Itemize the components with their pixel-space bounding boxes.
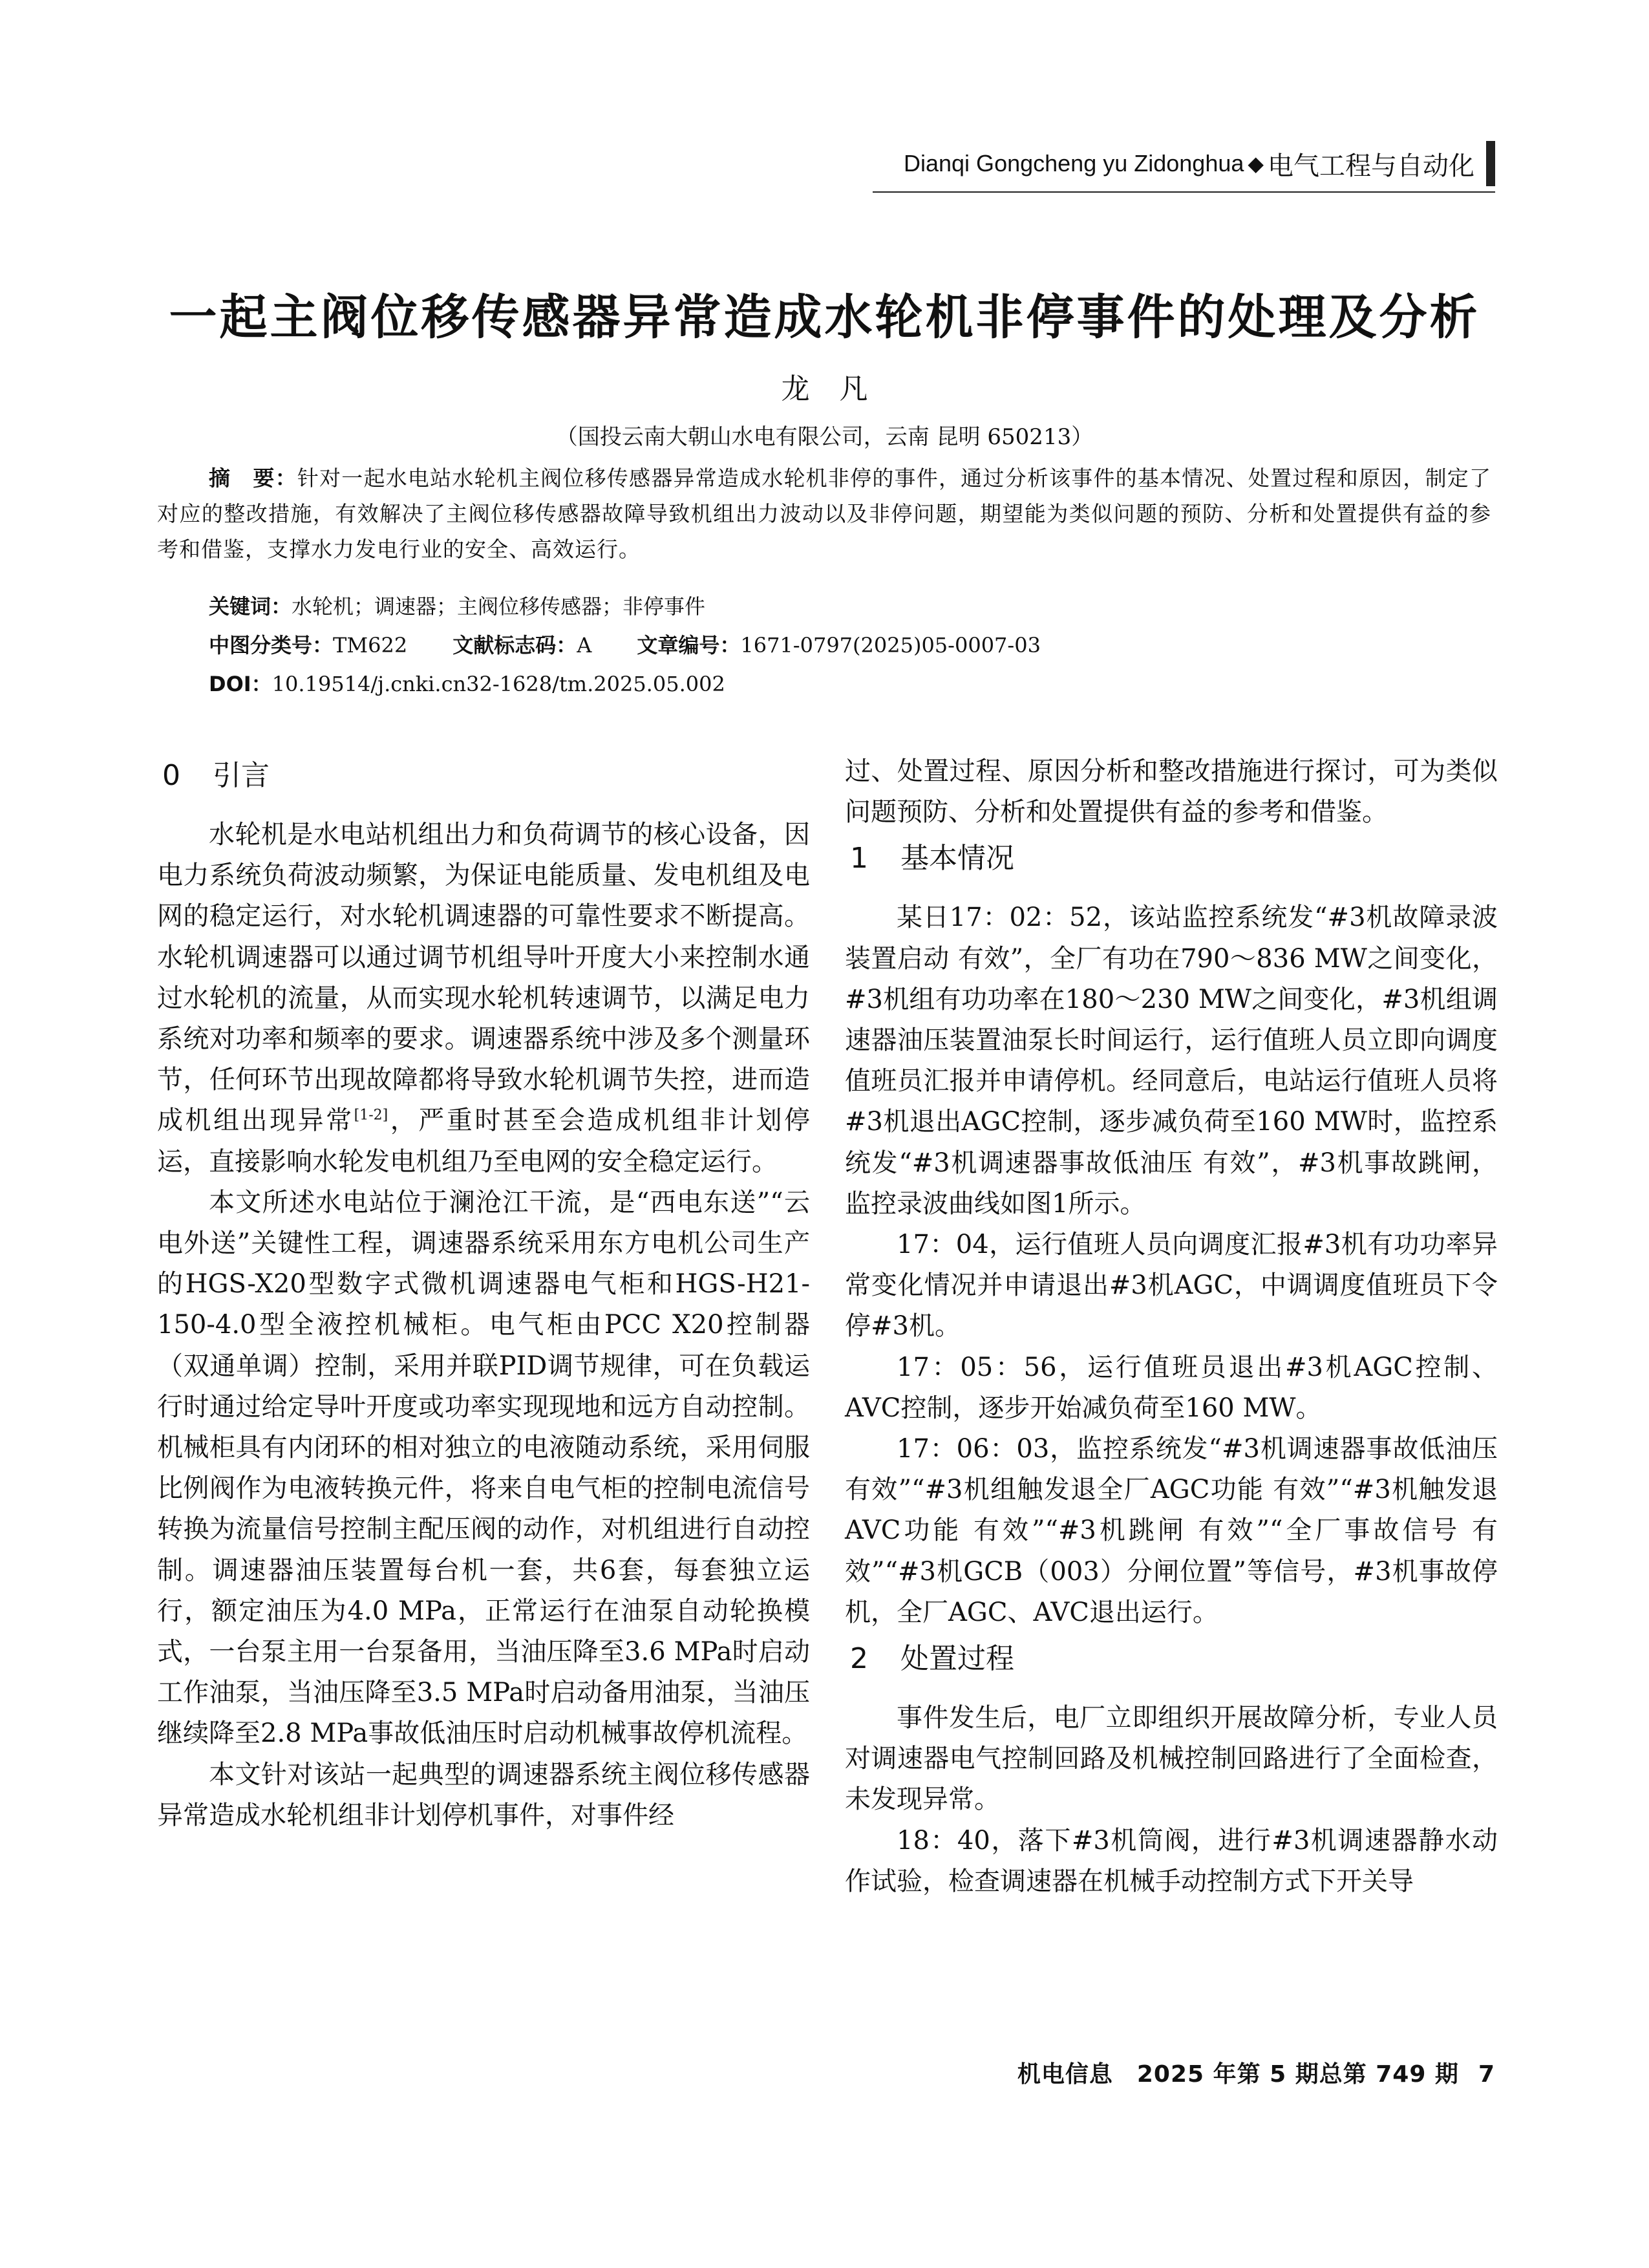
doc-code-value: A [577, 633, 592, 658]
clc-value: TM622 [333, 633, 408, 658]
paragraph-text: 水轮机是水电站机组出力和负荷调节的核心设备，因电力系统负荷波动频繁，为保证电能质量、发电机组及电网的稳定运行，对水轮机调速器的可靠性要求不断提高。水轮机调速器可以通过调节机组导叶开度大小来控制水通过水轮机的流量，从而实现水轮机转速调节，以满足电力系统对功率和频率的要求。调速器系统中涉及多个测量环节，任何环节出现故障都将导致水轮机调节失控，进而造成机组出现异常 [157, 820, 810, 1136]
abstract-text: 针对一起水电站水轮机主阀位移传感器异常造成水轮机非停的事件，通过分析该事件的基本情况、处置过程和原因，制定了对应的整改措施，有效解决了主阀位移传感器故障导致机组出力波动以及非停问题，期望能为类似问题的预防、分析和处置提供有益的参考和借鉴，支撑水力发电行业的安全、高效运行。 [157, 465, 1492, 562]
section-heading-basic [845, 839, 1498, 897]
article-number-value: 1671-0797(2025)05-0007-03 [740, 633, 1041, 658]
classification-line [209, 629, 1041, 659]
paragraph: 17：04，运行值班人员向调度汇报#3机有功功率异常变化情况并申请退出#3机AGC，中调调度值班员下令停#3机。 [845, 1230, 1498, 1342]
journal-name-en: Dianqi Gongcheng yu Zidonghua [904, 150, 1244, 177]
paragraph: 17：05：56，运行值班员退出#3机AGC控制、AVC控制，逐步开始减负荷至160 MW。 [845, 1352, 1498, 1423]
citation: [1-2] [354, 1107, 388, 1124]
article-number-label: 文章编号： [637, 633, 741, 658]
keywords-label: 关键词： [209, 594, 292, 619]
doi-value: 10.19514/j.cnki.cn32-1628/tm.2025.05.002 [271, 672, 725, 696]
right-column [845, 751, 1498, 1902]
doi-label: DOI： [209, 672, 272, 696]
paragraph [157, 815, 810, 1182]
left-column [157, 756, 810, 1836]
paragraph-text: ，严重时甚至会造成机组非计划停运，直接影响水轮发电机组乃至电网的安全稳定运行。 [157, 1106, 811, 1177]
paragraph: 本文针对该站一起典型的调速器系统主阀位移传感器异常造成水轮机组非计划停机事件，对事件经 [157, 1759, 810, 1830]
abstract [157, 460, 1491, 567]
section-number: 0 [162, 759, 180, 792]
abstract-label: 摘 要： [209, 465, 297, 491]
page-footer [1017, 2056, 1495, 2089]
doc-code-label: 文献标志码： [452, 633, 577, 658]
doi-line [209, 668, 725, 698]
paragraph: 17：06：03，监控系统发“#3机调速器事故低油压有效”“#3机组触发退全厂AGC功能 有效”“#3机触发退AVC功能 有效”“#3机跳闸 有效”“全厂事故信号 有效”“#3机GCB（003）分闸位置”等信号，#3机事故停机，全厂AGC、AVC退出运行。 [845, 1434, 1498, 1627]
page-number: 7 [1478, 2061, 1495, 2088]
diamond-icon: ◆ [1248, 152, 1264, 175]
section-number: 1 [850, 842, 868, 875]
header-rule [873, 191, 1495, 193]
section-number: 2 [850, 1642, 868, 1676]
section-title: 处置过程 [900, 1642, 1014, 1676]
clc-label: 中图分类号： [209, 633, 334, 658]
keywords-text: 水轮机；调速器；主阀位移传感器；非停事件 [292, 594, 706, 619]
article-title: 一起主阀位移传感器异常造成水轮机非停事件的处理及分析 [169, 290, 1480, 345]
section-title: 引言 [213, 759, 270, 792]
section-heading-intro [157, 756, 810, 815]
paragraph: 18：40，落下#3机筒阀，进行#3机调速器静水动作试验，检查调速器在机械手动控制方式下开关导 [845, 1825, 1498, 1896]
paragraph: 事件发生后，电厂立即组织开展故障分析，专业人员对调速器电气控制回路及机械控制回路进行了全面检查，未发现异常。 [845, 1703, 1498, 1815]
section-heading-handling [845, 1640, 1498, 1698]
affiliation: （国投云南大朝山水电有限公司，云南 昆明 650213） [555, 424, 1094, 450]
paragraph-continued: 过、处置过程、原因分析和整改措施进行探讨，可为类似问题预防、分析和处置提供有益的参考和借鉴。 [845, 756, 1498, 828]
paragraph: 某日17：02：52，该站监控系统发“#3机故障录波装置启动 有效”，全厂有功在790～836 MW之间变化，#3机组有功功率在180～230 MW之间变化，#3机组调速器油压装置油泵长时间运行，运行值班人员立即向调度值班员汇报并申请停机。经同意后，电站运行值班人员将#3机退出AGC控制，逐步减负荷至160 MW时，监控系统发“#3机调速器事故低油压 有效”，#3机事故跳闸，监控录波曲线如图1所示。 [845, 903, 1498, 1219]
journal-name-cn: 电气工程与自动化 [1268, 151, 1474, 180]
paragraph: 本文所述水电站位于澜沧江干流，是“西电东送”“云电外送”关键性工程，调速器系统采用东方电机公司生产的HGS-X20型数字式微机调速器电气柜和HGS-H21-150-4.0型全液控机械柜。电气柜由PCC X20控制器（双通单调）控制，采用并联PID调节规律，可在负载运行时通过给定导叶开度或功率实现现地和远方自动控制。机械柜具有内闭环的相对独立的电液随动系统，采用伺服比例阀作为电液转换元件，将来自电气柜的控制电流信号转换为流量信号控制主配压阀的动作，对机组进行自动控制。调速器油压装置每台机一套，共6套，每套独立运行，额定油压为4.0 MPa，正常运行在油泵自动轮换模式，一台泵主用一台泵备用，当油压降至3.6 MPa时启动工作油泵，当油压降至3.5 MPa时启动备用油泵，当油压继续降至2.8 MPa事故低油压时启动机械事故停机流程。 [157, 1187, 810, 1749]
running-header [904, 141, 1495, 186]
section-title: 基本情况 [900, 842, 1014, 875]
footer-journal: 机电信息 2025 年第 5 期总第 749 期 [1017, 2061, 1459, 2088]
keywords [209, 590, 705, 620]
author: 龙凡 [781, 372, 898, 405]
header-bar [1486, 141, 1495, 186]
